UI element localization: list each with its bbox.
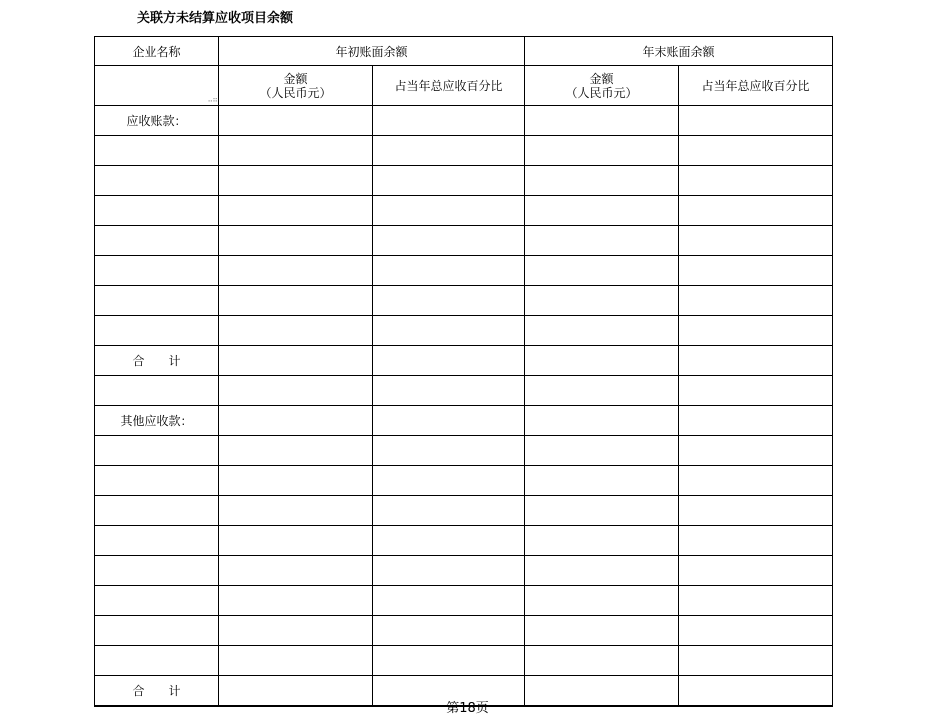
table-header-row [95, 37, 833, 66]
resize-handle-icon: ⠤⠶ [207, 95, 217, 104]
company-name-cell: 合 计 [95, 346, 219, 376]
end-amount-cell [525, 526, 679, 556]
receivables-table [94, 36, 833, 707]
company-name-cell [95, 646, 219, 676]
end-percent-cell [679, 496, 833, 526]
end-percent-cell [679, 406, 833, 436]
table-subheader-row [95, 66, 833, 106]
begin-percent-cell [373, 196, 525, 226]
company-name-cell [95, 286, 219, 316]
begin-percent-cell [373, 346, 525, 376]
table-row [95, 166, 833, 196]
end-amount-cell [525, 556, 679, 586]
begin-amount-cell [219, 556, 373, 586]
end-amount-cell [525, 646, 679, 676]
begin-amount-cell [219, 346, 373, 376]
table-row [95, 316, 833, 346]
page-number: 第18页 [446, 701, 489, 716]
table-row [95, 376, 833, 406]
begin-amount-cell [219, 196, 373, 226]
end-percent-cell [679, 286, 833, 316]
company-name-cell: 其他应收款： [95, 406, 219, 436]
table-row [95, 106, 833, 136]
company-name-cell [95, 436, 219, 466]
end-percent-header: 占当年总应收百分比 [679, 66, 833, 106]
table-row [95, 496, 833, 526]
begin-percent-cell [373, 406, 525, 436]
end-percent-cell [679, 526, 833, 556]
table-row [95, 436, 833, 466]
table-row [95, 586, 833, 616]
table-row [95, 346, 833, 376]
end-amount-cell [525, 286, 679, 316]
end-percent-cell [679, 556, 833, 586]
end-percent-cell [679, 376, 833, 406]
begin-percent-cell [373, 496, 525, 526]
company-name-cell [95, 466, 219, 496]
end-amount-cell [525, 166, 679, 196]
end-amount-cell [525, 586, 679, 616]
begin-amount-cell [219, 646, 373, 676]
end-percent-cell [679, 346, 833, 376]
begin-amount-cell [219, 496, 373, 526]
company-name-cell: 应收账款： [95, 106, 219, 136]
begin-amount-cell [219, 166, 373, 196]
company-name-cell [95, 496, 219, 526]
begin-amount-cell [219, 256, 373, 286]
begin-percent-cell [373, 286, 525, 316]
end-amount-cell [525, 616, 679, 646]
end-percent-cell [679, 646, 833, 676]
end-amount-cell [525, 436, 679, 466]
begin-amount-header [219, 66, 373, 106]
company-name-cell [95, 136, 219, 166]
company-name-cell [95, 616, 219, 646]
end-percent-cell [679, 436, 833, 466]
table-row [95, 646, 833, 676]
company-name-cell: 合 计 [95, 676, 219, 707]
end-percent-cell [679, 166, 833, 196]
company-name-cell [95, 526, 219, 556]
begin-amount-cell [219, 316, 373, 346]
begin-percent-cell [373, 526, 525, 556]
begin-percent-cell [373, 376, 525, 406]
end-percent-cell [679, 136, 833, 166]
end-percent-cell [679, 256, 833, 286]
amount-label: 金额 [283, 71, 308, 86]
end-percent-cell [679, 586, 833, 616]
end-amount-cell [525, 136, 679, 166]
begin-amount-cell [219, 376, 373, 406]
table-row [95, 256, 833, 286]
end-percent-cell [679, 106, 833, 136]
end-percent-cell [679, 466, 833, 496]
end-percent-cell [679, 226, 833, 256]
table-body [95, 106, 833, 707]
begin-percent-cell [373, 106, 525, 136]
begin-percent-cell [373, 256, 525, 286]
beginning-balance-header: 年初账面余额 [219, 37, 525, 66]
end-amount-cell [525, 316, 679, 346]
currency-label: （人民币元） [259, 85, 332, 100]
end-percent-cell [679, 196, 833, 226]
end-amount-cell [525, 196, 679, 226]
end-amount-cell [525, 466, 679, 496]
table-row [95, 136, 833, 166]
begin-percent-cell [373, 586, 525, 616]
begin-percent-cell [373, 646, 525, 676]
begin-percent-header: 占当年总应收百分比 [373, 66, 525, 106]
table-row [95, 196, 833, 226]
end-amount-cell [525, 496, 679, 526]
begin-percent-cell [373, 316, 525, 346]
begin-percent-cell [373, 556, 525, 586]
amount-label: 金额 [589, 71, 614, 86]
begin-percent-cell [373, 166, 525, 196]
end-amount-cell [525, 346, 679, 376]
company-name-cell [95, 316, 219, 346]
end-amount-cell [525, 376, 679, 406]
table-row [95, 406, 833, 436]
table-row [95, 526, 833, 556]
begin-amount-cell [219, 106, 373, 136]
begin-amount-cell [219, 226, 373, 256]
begin-amount-cell [219, 526, 373, 556]
end-percent-cell [679, 616, 833, 646]
end-amount-cell [525, 106, 679, 136]
begin-percent-cell [373, 136, 525, 166]
table-row [95, 616, 833, 646]
begin-amount-cell [219, 406, 373, 436]
company-name-cell [95, 376, 219, 406]
begin-amount-cell [219, 436, 373, 466]
company-name-cell [95, 256, 219, 286]
table-row [95, 466, 833, 496]
end-amount-cell [525, 226, 679, 256]
company-name-cell [95, 556, 219, 586]
begin-percent-cell [373, 226, 525, 256]
end-amount-cell [525, 406, 679, 436]
begin-percent-cell [373, 616, 525, 646]
end-amount-cell [525, 256, 679, 286]
begin-amount-cell [219, 586, 373, 616]
begin-amount-cell [219, 466, 373, 496]
begin-amount-cell [219, 616, 373, 646]
company-name-cell [95, 586, 219, 616]
table-row [95, 226, 833, 256]
begin-amount-cell [219, 136, 373, 166]
table-row [95, 556, 833, 586]
begin-amount-cell [219, 286, 373, 316]
end-amount-header [525, 66, 679, 106]
begin-percent-cell [373, 436, 525, 466]
page-title: 关联方未结算应收项目余额 [137, 11, 294, 26]
company-name-header: 企业名称 [95, 37, 219, 66]
company-name-cell [95, 196, 219, 226]
begin-percent-cell [373, 466, 525, 496]
subheader-blank-cell [95, 66, 219, 106]
company-name-cell [95, 166, 219, 196]
end-percent-cell [679, 316, 833, 346]
table-row [95, 286, 833, 316]
company-name-cell [95, 226, 219, 256]
ending-balance-header: 年末账面余额 [525, 37, 833, 66]
currency-label: （人民币元） [565, 85, 638, 100]
